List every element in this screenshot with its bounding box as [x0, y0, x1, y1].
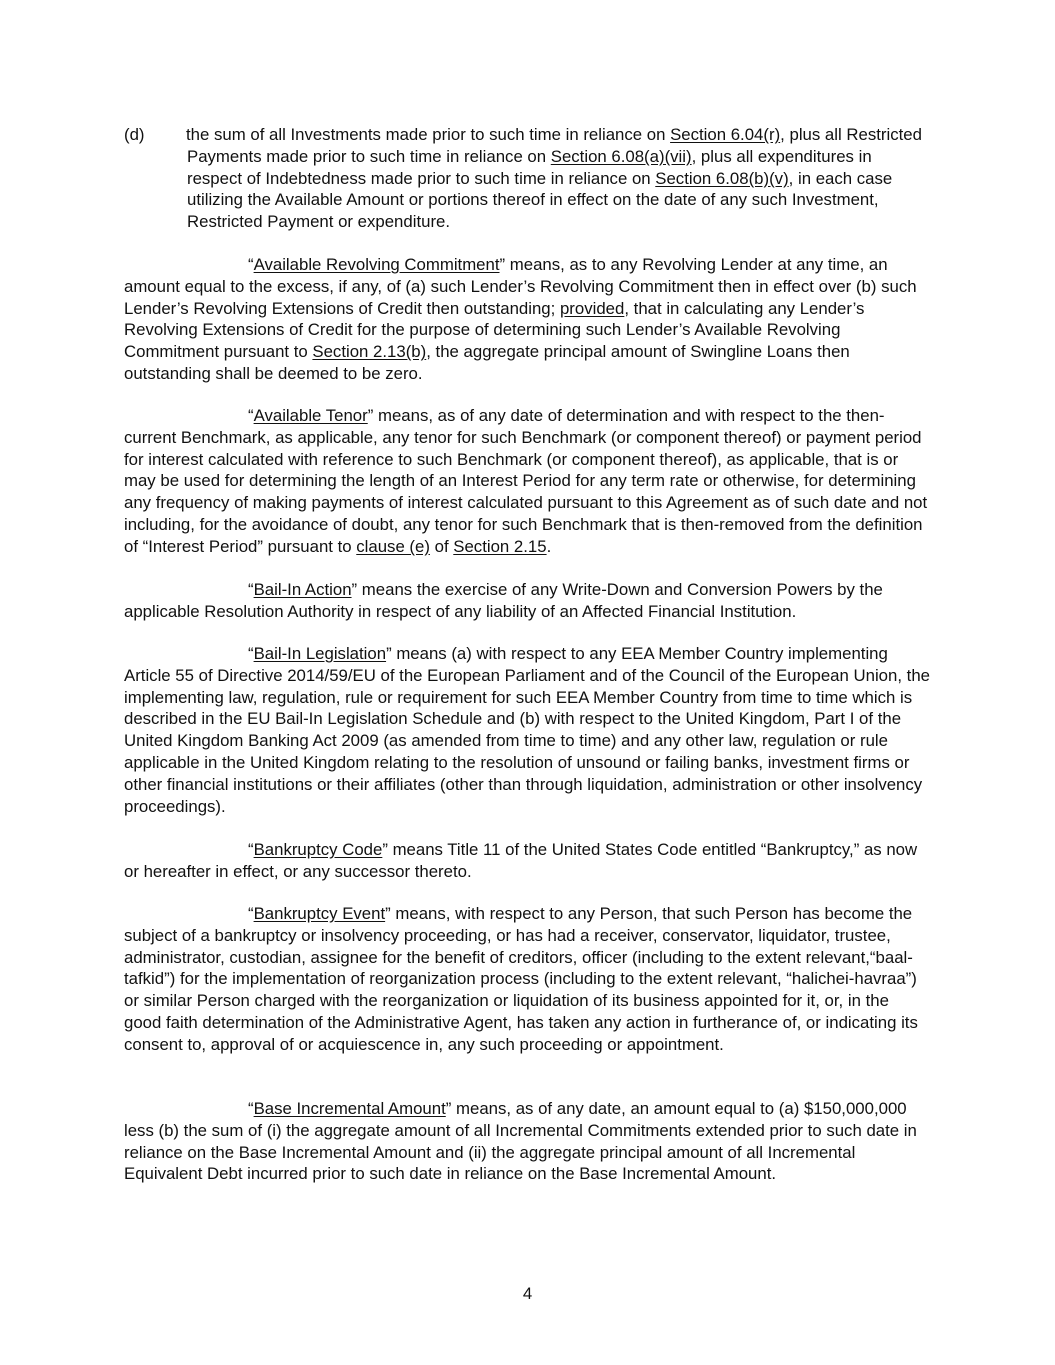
definition-text: ” means, with respect to any Person, that such Person has become the subject of a bankruptcy or insolvency proceeding, or has had a receiver, conservator, liquidator, trustee, administrator, custodian, assignee for the benefit of creditors, officer (including to the extent relevant,“baal-tafkid”) for the implementation of reorganization process (including to the extent relevant, “halichei-havraa”) or similar Person charged with the reorganization or liquidation of its business appointed for it, or, in the good faith determination of the Administrative Agent, has taken any action in furtherance of, or indicating its consent to, approval of or acquiescence in, any such proceeding or appointment.	[124, 904, 918, 1054]
quote-mark: “	[248, 1099, 254, 1118]
definition-text: of	[429, 536, 454, 556]
clause-d-paragraph	[124, 124, 930, 233]
clause-text: , plus all expenditures in respect of Indebtedness made prior to such time in reliance on	[187, 146, 872, 188]
definition-bail-in-action	[124, 579, 930, 623]
quote-mark: “	[248, 580, 254, 599]
quote-mark: “	[248, 904, 254, 923]
page-number: 4	[522, 1284, 533, 1303]
clause-label: (d)	[124, 125, 145, 144]
quote-mark: “	[248, 840, 254, 859]
definition-bankruptcy-event	[124, 903, 930, 1056]
quote-mark: “	[248, 406, 254, 425]
defined-term: Base Incremental Amount	[253, 1099, 446, 1118]
definition-text: , that in calculating any Lender’s Revolving Extensions of Credit for the purpose of determining such Lender’s Available Revolving Commitment pursuant to	[124, 298, 865, 362]
defined-term: Available Revolving Commitment	[253, 255, 500, 274]
clause-text: , plus all Restricted Payments made prior to such time in reliance on	[187, 125, 922, 166]
clause-reference: clause (e)	[356, 536, 430, 556]
clause-text: the sum of all Investments made prior to such time in reliance on	[186, 125, 671, 144]
defined-term: Bankruptcy Event	[253, 904, 386, 923]
clause-text: , in each case utilizing the Available Amount or portions thereof in effect on the date of any such Investment, Restricted Payment or expenditure.	[187, 168, 893, 232]
defined-term: Bankruptcy Code	[253, 840, 383, 859]
definition-text: ” means, as of any date, an amount equal to (a) $150,000,000 less (b) the sum of (i) the aggregate amount of all Incremental Commitments extended prior to such date in reliance on the Base Incremental Amount and (ii) the aggregate principal amount of all Incremental Equivalent Debt incurred prior to such date in reliance on the Base Incremental Amount.	[124, 1099, 917, 1184]
definition-text: ” means, as of any date of determination and with respect to the then-current Benchmark, as applicable, any tenor for such Benchmark (or component thereof) or payment period for interest calculated with reference to such Benchmark (or component thereof), as applicable, that is or may be used for determining the length of an Interest Period for any term rate or otherwise, for determining any frequency of making payments of interest calculated pursuant to this Agreement as of such date and not including, for the avoidance of doubt, any tenor for such Benchmark that is then-removed from the definition of “Interest Period” pursuant to	[124, 406, 928, 556]
section-reference: Section 6.08(a)(vii)	[550, 146, 692, 166]
definition-base-incremental-amount	[124, 1098, 930, 1185]
section-reference: Section 2.15	[453, 536, 547, 556]
defined-term: Bail-In Action	[253, 580, 352, 599]
quote-mark: “	[248, 255, 254, 274]
definition-bankruptcy-code	[124, 839, 930, 883]
quote-mark: “	[248, 644, 254, 663]
definition-text: , the aggregate principal amount of Swingline Loans then outstanding shall be deemed to be zero.	[124, 342, 850, 383]
definition-text: ” means, as to any Revolving Lender at any time, an amount equal to the excess, if any, of (a) such Lender’s Revolving Commitment then in effect over (b) such Lender’s Revolving Extensions of Credit then outstanding;	[124, 255, 917, 318]
defined-term: Bail-In Legislation	[253, 644, 387, 663]
definition-text: ” means the exercise of any Write-Down and Conversion Powers by the applicable Resolution Authority in respect of any liability of an Affected Financial Institution.	[124, 580, 883, 621]
section-reference: Section 6.08(b)(v)	[655, 168, 789, 188]
section-reference: Section 6.04(r)	[670, 125, 781, 144]
definition-text: ” means (a) with respect to any EEA Member Country implementing Article 55 of Directive 2014/59/EU of the European Parliament and of the Council of the European Union, the implementing law, regulation, rule or requirement for such EEA Member Country from time to time which is described in the EU Bail-In Legislation Schedule and (b) with respect to the United Kingdom, Part I of the United Kingdom Banking Act 2009 (as amended from time to time) and any other law, regulation or rule applicable in the United Kingdom relating to the resolution of unsound or failing banks, investment firms or other financial institutions or their affiliates (other than through liquidation, administration or other insolvency proceedings).	[124, 644, 930, 816]
proviso-reference: provided	[559, 298, 625, 318]
section-reference: Section 2.13(b)	[312, 342, 427, 362]
definition-text: ” means Title 11 of the United States Code entitled “Bankruptcy,” as now or hereafter in effect, or any successor thereto.	[124, 840, 918, 881]
defined-term: Available Tenor	[253, 406, 368, 425]
definition-bail-in-legislation	[124, 643, 930, 817]
definition-text: .	[546, 536, 552, 556]
definition-available-revolving-commitment	[124, 254, 930, 385]
definition-available-tenor	[124, 405, 930, 558]
